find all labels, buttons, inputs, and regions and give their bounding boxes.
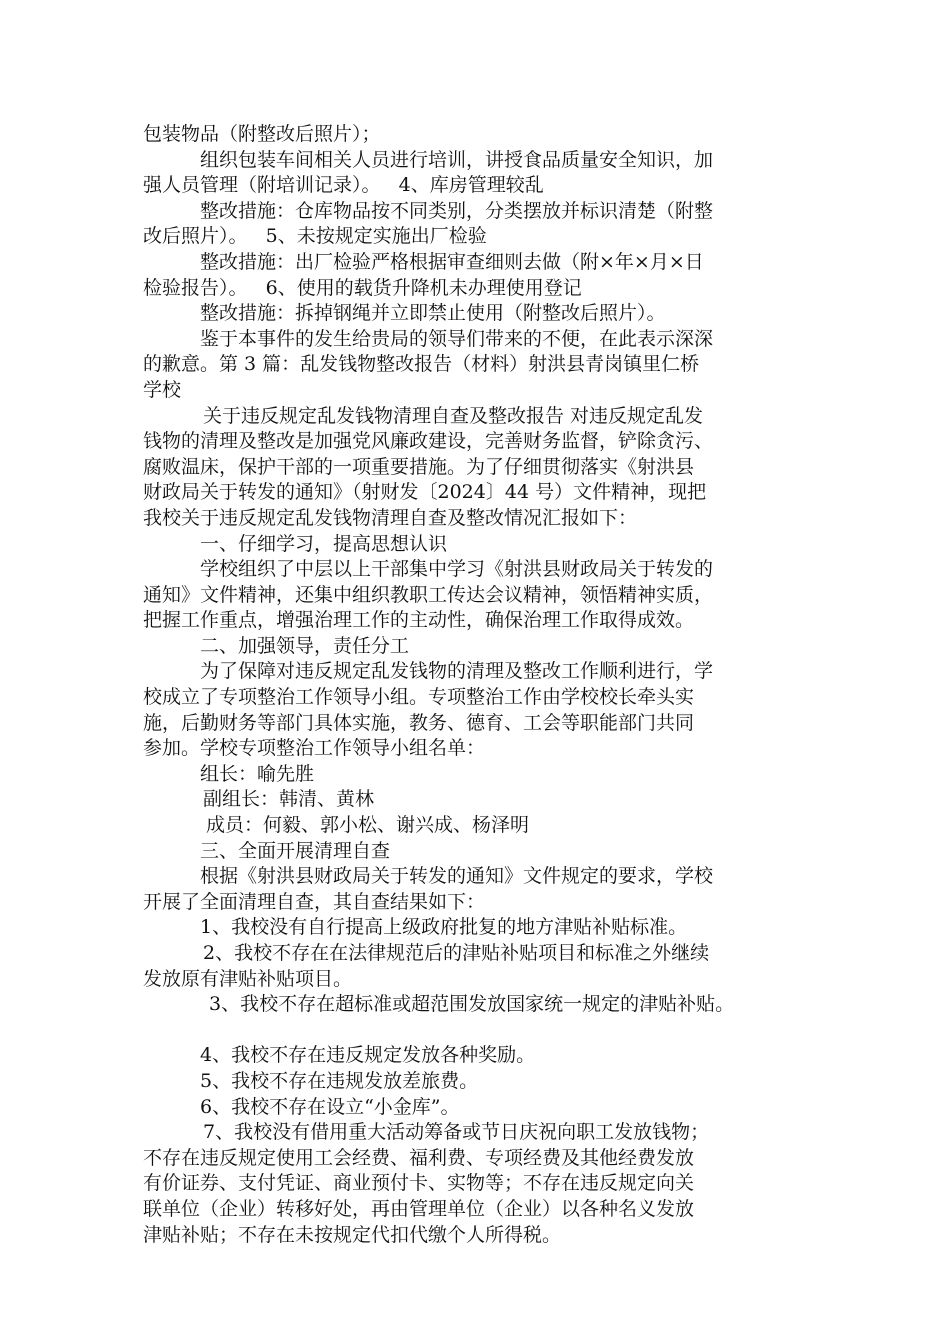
text-line: 改后照片）。 5、未按规定实施出厂检验 [143, 225, 487, 248]
text-line: 强人员管理（附培训记录）。 4、库房管理较乱 [143, 174, 544, 197]
text-line: 1、我校没有自行提高上级政府批复的地方津贴补贴标准。 [200, 916, 688, 939]
text-line: 通知》文件精神，还集中组织教职工传达会议精神，领悟精神实质， [143, 583, 714, 606]
text-line: 根据《射洪县财政局关于转发的通知》文件规定的要求，学校 [200, 865, 714, 888]
blank-line [143, 1018, 823, 1044]
text-line: 的歉意。第 3 篇：乱发钱物整改报告（材料）射洪县青岗镇里仁桥 [143, 353, 700, 376]
text-line: 不存在违反规定使用工会经费、福利费、专项经费及其他经费发放 [143, 1146, 695, 1169]
text-line: 把握工作重点，增强治理工作的主动性，确保治理工作取得成效。 [143, 609, 695, 632]
text-line: 参加。学校专项整治工作领导小组名单： [143, 737, 486, 760]
text-line: 组织包装车间相关人员进行培训，讲授食品质量安全知识，加 [200, 148, 714, 171]
text-line: 钱物的清理及整改是加强党风廉政建设，完善财务监督，铲除贪污、 [143, 430, 714, 453]
text-line: 4、我校不存在违反规定发放各种奖励。 [200, 1044, 536, 1067]
text-line: 成员：何毅、郭小松、谢兴成、杨泽明 [206, 814, 530, 837]
text-line: 检验报告）。 6、使用的载货升降机未办理使用登记 [143, 276, 582, 299]
text-line: 联单位（企业）转移好处，再由管理单位（企业）以各种名义发放 [143, 1197, 695, 1220]
text-line: 副组长：韩清、黄林 [203, 788, 375, 811]
text-line: 三、全面开展清理自查 [200, 839, 391, 862]
text-line: 关于违反规定乱发钱物清理自查及整改报告 对违反规定乱发 [203, 404, 704, 427]
document-body [143, 122, 823, 1248]
text-line: 施，后勤财务等部门具体实施，教务、德育、工会等职能部门共同 [143, 711, 695, 734]
text-line: 2、我校不存在在法律规范后的津贴补贴项目和标准之外继续 [203, 942, 710, 964]
text-line: 发放原有津贴补贴项目。 [143, 967, 353, 990]
text-line: 开展了全面清理自查，其自查结果如下： [143, 890, 486, 913]
text-line: 5、我校不存在违规发放差旅费。 [200, 1069, 479, 1092]
text-line: 3、我校不存在超标准或超范围发放国家统一规定的津贴补贴。 [209, 993, 735, 1016]
text-line: 7、我校没有借用重大活动筹备或节日庆祝向职工发放钱物； [203, 1121, 710, 1144]
text-line: 鉴于本事件的发生给贵局的领导们带来的不便，在此表示深深 [200, 327, 714, 350]
text-line: 整改措施：出厂检验严格根据审查细则去做（附×年×月×日 [200, 250, 704, 273]
text-line: 学校组织了中层以上干部集中学习《射洪县财政局关于转发的 [200, 558, 714, 581]
text-line: 6、我校不存在设立“小金库”。 [200, 1095, 460, 1118]
text-line: 学校 [143, 378, 182, 401]
text-line: 包装物品（附整改后照片）； [143, 123, 381, 145]
text-line: 二、加强领导，责任分工 [200, 634, 410, 657]
text-line: 津贴补贴；不存在未按规定代扣代缴个人所得税。 [143, 1223, 562, 1246]
text-line: 整改措施：仓库物品按不同类别，分类摆放并标识清楚（附整 [200, 199, 714, 222]
text-line: 校成立了专项整治工作领导小组。专项整治工作由学校校长牵头实 [143, 686, 695, 709]
text-line: 腐败温床，保护干部的一项重要措施。为了仔细贯彻落实《射洪县 [143, 455, 695, 478]
text-line: 一、仔细学习，提高思想认识 [200, 532, 448, 555]
text-line: 组长：喻先胜 [200, 762, 315, 785]
text-line: 整改措施：拆掉钢绳并立即禁止使用（附整改后照片）。 [200, 302, 666, 325]
text-line: 我校关于违反规定乱发钱物清理自查及整改情况汇报如下： [143, 506, 638, 529]
text-line: 有价证券、支付凭证、商业预付卡、实物等；不存在违反规定向关 [143, 1172, 695, 1195]
text-line: 为了保障对违反规定乱发钱物的清理及整改工作顺利进行，学 [200, 660, 714, 683]
text-line: 财政局关于转发的通知》（射财发〔2024〕44 号）文件精神，现把 [143, 481, 707, 504]
